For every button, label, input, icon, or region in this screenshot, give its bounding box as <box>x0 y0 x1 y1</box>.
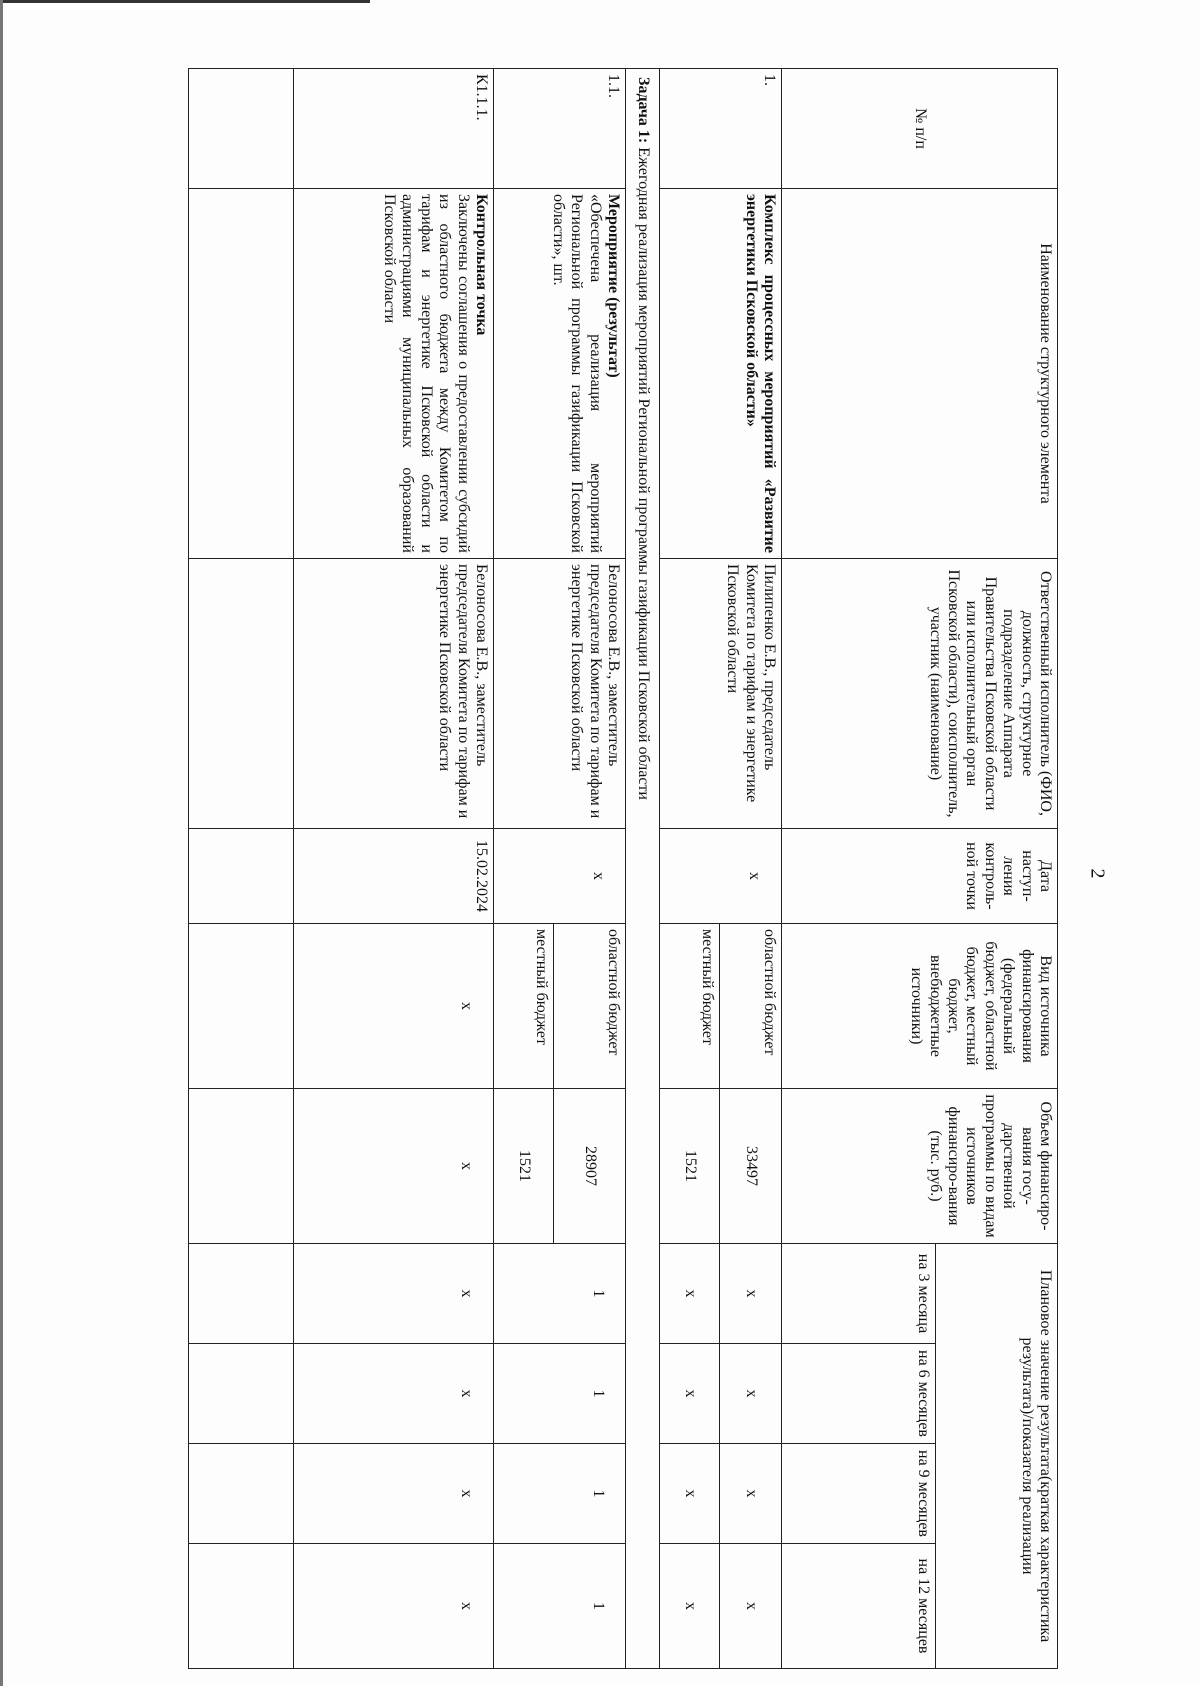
header-m9: на 9 месяцев <box>782 1444 936 1544</box>
row3-responsible: Белоносова Е.В., заместитель председателя Комитета по тарифам и энергетике Псковской области <box>294 559 494 829</box>
header-m3: на 3 месяца <box>782 1244 936 1344</box>
row2-name-text: «Обеспечена реализация мероприятий Региональной программы газификации Псковской области», шт. <box>549 194 604 553</box>
row2-src1: областной бюджет <box>554 924 626 1089</box>
page-number: 2 <box>1086 868 1109 879</box>
header-responsible: Ответственный исполнитель (ФИО, должность, структурное подразделение Аппарата Правительства Псковской области или исполнительный орган Псковской области), соисполнитель, участник (наименование) <box>782 559 1058 829</box>
row2-vol2: 1521 <box>494 1089 554 1244</box>
row3-name-text: Заключены соглашения о предоставлении субсидий из областного бюджета между Комитетом по тарифам и энергетике Псковской области и администрациями муниципальных образований Псковской области <box>381 194 472 553</box>
row2-m9: 1 <box>494 1444 626 1544</box>
empty-cell <box>189 829 294 924</box>
row3-src: х <box>294 924 494 1089</box>
empty-cell <box>189 1444 294 1544</box>
table-row <box>720 69 782 1669</box>
row1-src1: областной бюджет <box>720 924 782 1089</box>
empty-cell <box>189 559 294 829</box>
empty-cell <box>189 1244 294 1344</box>
row1-src2: местный бюджет <box>660 924 720 1089</box>
row1-m3: х <box>720 1244 782 1344</box>
table-row-empty <box>189 69 294 1669</box>
row2-m3: 1 <box>494 1244 626 1344</box>
header-plan: Плановое значение результата(краткая характеристика результата)/показателя реализации <box>936 1244 1058 1669</box>
row3-m3: х <box>294 1244 494 1344</box>
empty-cell <box>189 69 294 189</box>
task-label: Задача 1: <box>634 77 652 144</box>
row3-m12: х <box>294 1544 494 1669</box>
header-row-1 <box>936 69 1058 1669</box>
scan-edge-top <box>0 0 370 3</box>
header-volume: Объем финансиро-вания госу-дарственной программы по видам источников финансиро-вания (тыс. руб.) <box>782 1089 1058 1244</box>
table-row <box>294 69 494 1669</box>
row2-m6: 1 <box>494 1344 626 1444</box>
row2-src2: местный бюджет <box>494 924 554 1089</box>
row3-name <box>294 189 494 559</box>
empty-cell <box>189 1089 294 1244</box>
empty-cell <box>189 189 294 559</box>
row1-date: х <box>660 829 782 924</box>
row1-m6: х <box>720 1344 782 1444</box>
task-cell <box>626 69 660 1669</box>
row3-m6: х <box>294 1344 494 1444</box>
empty-cell <box>189 924 294 1089</box>
row1-name <box>660 189 782 559</box>
table-row <box>554 69 626 1669</box>
row1-name-bold: Комплекс процессных мероприятий «Развитие энергетики Псковской области» <box>742 194 778 553</box>
header-m6: на 6 месяцев <box>782 1344 936 1444</box>
row1-num: 1. <box>660 69 782 189</box>
row3-m9: х <box>294 1444 494 1544</box>
row1-m12b: х <box>660 1544 720 1669</box>
row1-vol2: 1521 <box>660 1089 720 1244</box>
row1-m3b: х <box>660 1244 720 1344</box>
row3-num: К1.1.1. <box>294 69 494 189</box>
row1-responsible: Пилипенко Е.В., председатель Комитета по тарифам и энергетике Псковской области <box>660 559 782 829</box>
row2-date: х <box>494 829 626 924</box>
header-date: Дата наступ-ления контроль-ной точки <box>782 829 1058 924</box>
program-table <box>188 68 1058 1669</box>
scan-edge-left <box>0 0 3 1686</box>
row1-m6b: х <box>660 1344 720 1444</box>
row1-m9b: х <box>660 1444 720 1544</box>
row2-name <box>494 189 626 559</box>
row2-responsible: Белоносова Е.В., заместитель председателя Комитета по тарифам и энергетике Псковской области <box>494 559 626 829</box>
row2-m12: 1 <box>494 1544 626 1669</box>
empty-cell <box>189 1344 294 1444</box>
empty-cell <box>189 1544 294 1669</box>
row1-vol1: 33497 <box>720 1089 782 1244</box>
header-num: № п/п <box>782 69 1058 189</box>
header-m12: на 12 месяцев <box>782 1544 936 1669</box>
row3-date: 15.02.2024 <box>294 829 494 924</box>
row1-m12: х <box>720 1544 782 1669</box>
row2-name-bold: Мероприятие (результат) <box>605 194 622 378</box>
row3-vol: х <box>294 1089 494 1244</box>
header-name: Наименование структурного элемента <box>782 189 1058 559</box>
row1-m9: х <box>720 1444 782 1544</box>
task-text: Ежегодная реализация мероприятий Региональной программы газификации Псковской области <box>634 143 652 800</box>
row2-vol1: 28907 <box>554 1089 626 1244</box>
rotated-table-container <box>188 68 1058 1668</box>
header-source: Вид источника финансирования (федеральный бюджет, областной бюджет, местный бюджет, внебюджетные источники) <box>782 924 1058 1089</box>
row2-num: 1.1. <box>494 69 626 189</box>
row3-name-bold: Контрольная точка <box>473 194 490 336</box>
task-row <box>626 69 660 1669</box>
